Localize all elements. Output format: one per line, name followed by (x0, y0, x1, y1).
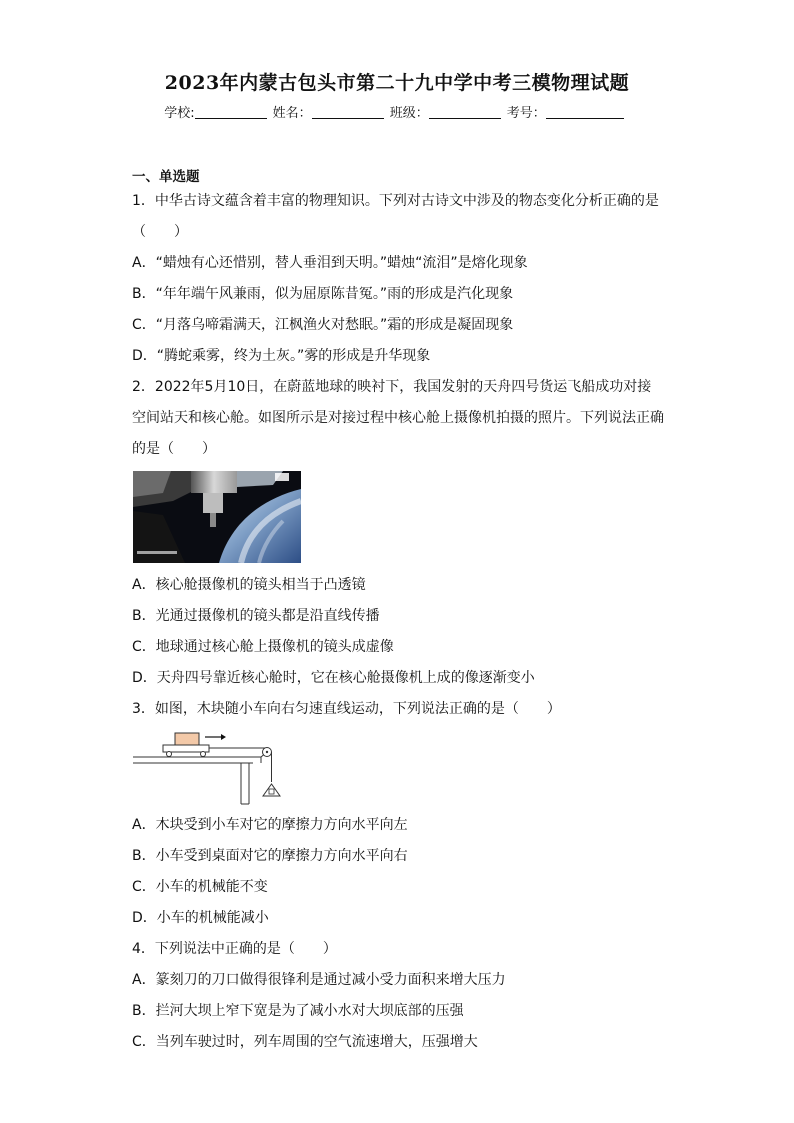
section-title: 一、单选题 (132, 169, 200, 185)
class-blank[interactable] (429, 105, 501, 119)
q4-option-b: B．拦河大坝上窄下宽是为了减小水对大坝底部的压强 (132, 1003, 464, 1019)
cart-pulley-diagram (133, 730, 283, 806)
q3-stem-line-1: 3．如图，木块随小车向右匀速直线运动，下列说法正确的是（ ） (132, 701, 561, 717)
q3-option-d: D．小车的机械能减小 (132, 910, 269, 926)
name-blank[interactable] (312, 105, 384, 119)
exam-no-blank[interactable] (546, 105, 624, 119)
q2-option-b: B．光通过摄像机的镜头都是沿直线传播 (132, 608, 380, 624)
q2-stem-line-1: 2．2022年5月10日，在蔚蓝地球的映衬下，我国发射的天舟四号货运飞船成功对接 (132, 379, 652, 395)
name-label: 姓名： (272, 106, 312, 121)
q3-option-c: C．小车的机械能不变 (132, 879, 268, 895)
q3-option-a: A．木块受到小车对它的摩擦力方向水平向左 (132, 817, 408, 833)
q1-option-c: C．“月落乌啼霜满天，江枫渔火对愁眠。”霜的形成是凝固现象 (132, 317, 514, 333)
q4-option-c: C．当列车驶过时，列车周围的空气流速增大，压强增大 (132, 1034, 478, 1050)
exam-no-label: 考号： (506, 106, 546, 121)
q1-stem-line-2: （ ） (132, 224, 188, 240)
student-info-row (0, 102, 794, 121)
school-blank[interactable] (195, 105, 267, 119)
spacecraft-photo (133, 471, 301, 563)
q2-option-c: C．地球通过核心舱上摄像机的镜头成虚像 (132, 639, 394, 655)
q2-stem-line-3: 的是（ ） (132, 441, 216, 457)
school-label: 学校: (164, 106, 195, 121)
q4-stem-line-1: 4．下列说法中正确的是（ ） (132, 941, 337, 957)
q4-option-a: A．篆刻刀的刀口做得很锋利是通过减小受力面积来增大压力 (132, 972, 506, 988)
cart-pulley-diagram-image (133, 730, 283, 806)
q1-option-a: A．“蜡烛有心还惜别，替人垂泪到天明。”蜡烛“流泪”是熔化现象 (132, 255, 528, 271)
q2-option-a: A．核心舱摄像机的镜头相当于凸透镜 (132, 577, 366, 593)
q2-option-d: D．天舟四号靠近核心舱时，它在核心舱摄像机上成的像逐渐变小 (132, 670, 535, 686)
q2-stem-line-2: 空间站天和核心舱。如图所示是对接过程中核心舱上摄像机拍摄的照片。下列说法正确 (132, 410, 664, 426)
q3-option-b: B．小车受到桌面对它的摩擦力方向水平向右 (132, 848, 408, 864)
class-label: 班级： (389, 106, 429, 121)
spacecraft-photo-image (133, 471, 301, 563)
q1-option-b: B．“年年端午风兼雨，似为屈原陈昔冤。”雨的形成是汽化现象 (132, 286, 514, 302)
q1-stem-line-1: 1．中华古诗文蕴含着丰富的物理知识。下列对古诗文中涉及的物态变化分析正确的是 (132, 193, 659, 209)
q1-option-d: D．“腾蛇乘雾，终为土灰。”雾的形成是升华现象 (132, 348, 431, 364)
page-title: 2023年内蒙古包头市第二十九中学中考三模物理试题 (164, 72, 630, 94)
